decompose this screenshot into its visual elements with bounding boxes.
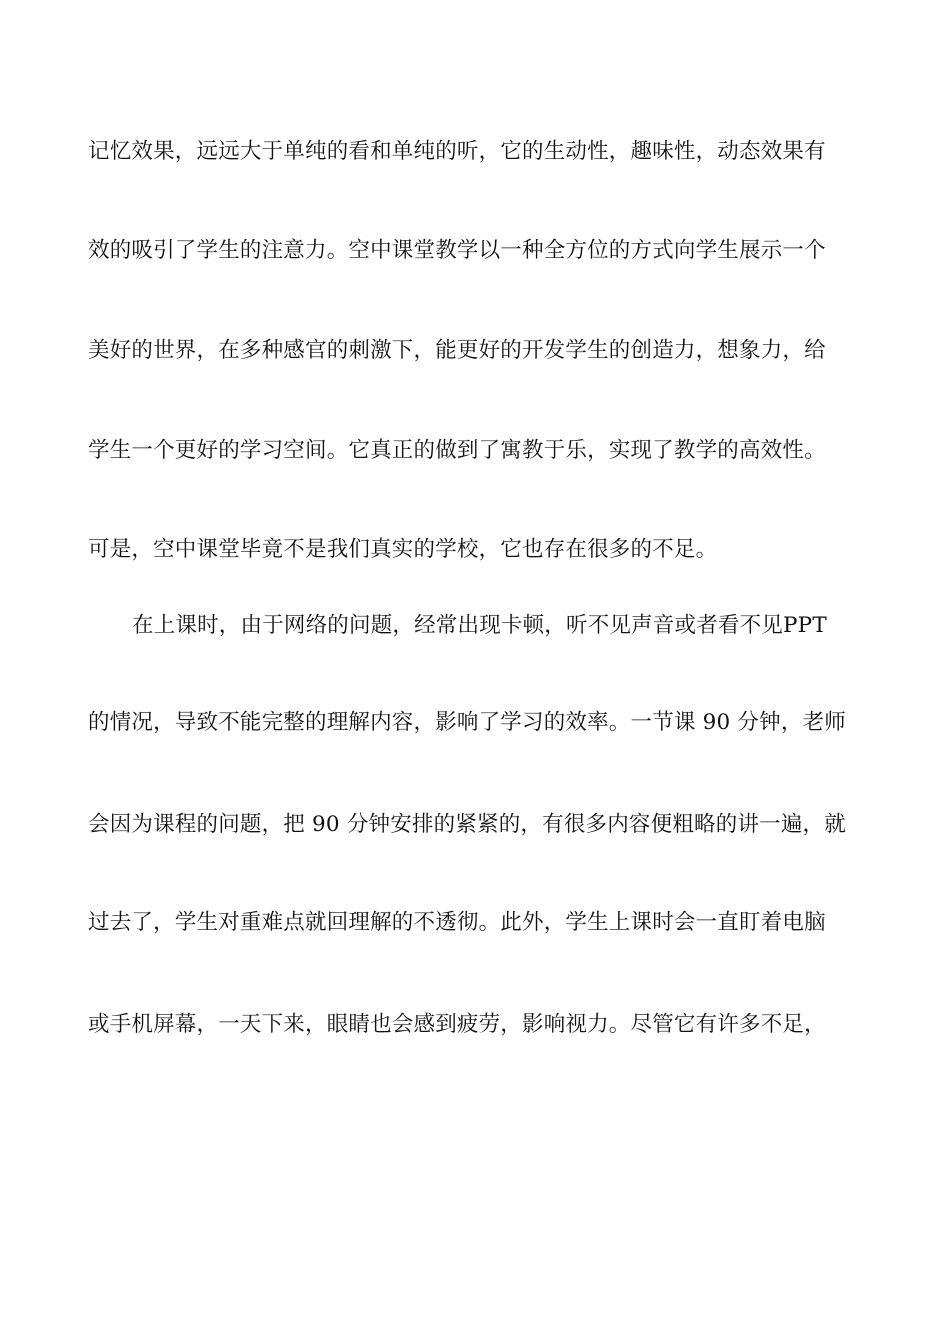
text-line: 效的吸引了学生的注意力。空中课堂教学以一种全方位的方式向学生展示一个: [88, 238, 826, 263]
paragraph-first-line: 在上课时，由于网络的问题，经常出现卡顿，听不见声音或者看不见PPT: [132, 613, 827, 638]
text-line: 美好的世界，在多种感官的刺激下，能更好的开发学生的创造力，想象力，给: [88, 338, 826, 363]
text-line: 过去了，学生对重难点就回理解的不透彻。此外，学生上课时会一直盯着电脑: [88, 910, 826, 935]
text-line: 记忆效果，远远大于单纯的看和单纯的听，它的生动性，趣味性，动态效果有: [88, 139, 826, 164]
text-line: 会因为课程的问题，把 90 分钟安排的紧紧的，有很多内容便粗略的讲一遍，就: [88, 812, 846, 837]
text-line: 的情况，导致不能完整的理解内容，影响了学习的效率。一节课 90 分钟，老师: [88, 710, 846, 735]
text-line: 或手机屏幕，一天下来，眼睛也会感到疲劳，影响视力。尽管它有许多不足，: [88, 1012, 826, 1037]
text-line: 学生一个更好的学习空间。它真正的做到了寓教于乐，实现了教学的高效性。: [88, 438, 826, 463]
text-line: 可是，空中课堂毕竟不是我们真实的学校，它也存在很多的不足。: [88, 537, 718, 562]
